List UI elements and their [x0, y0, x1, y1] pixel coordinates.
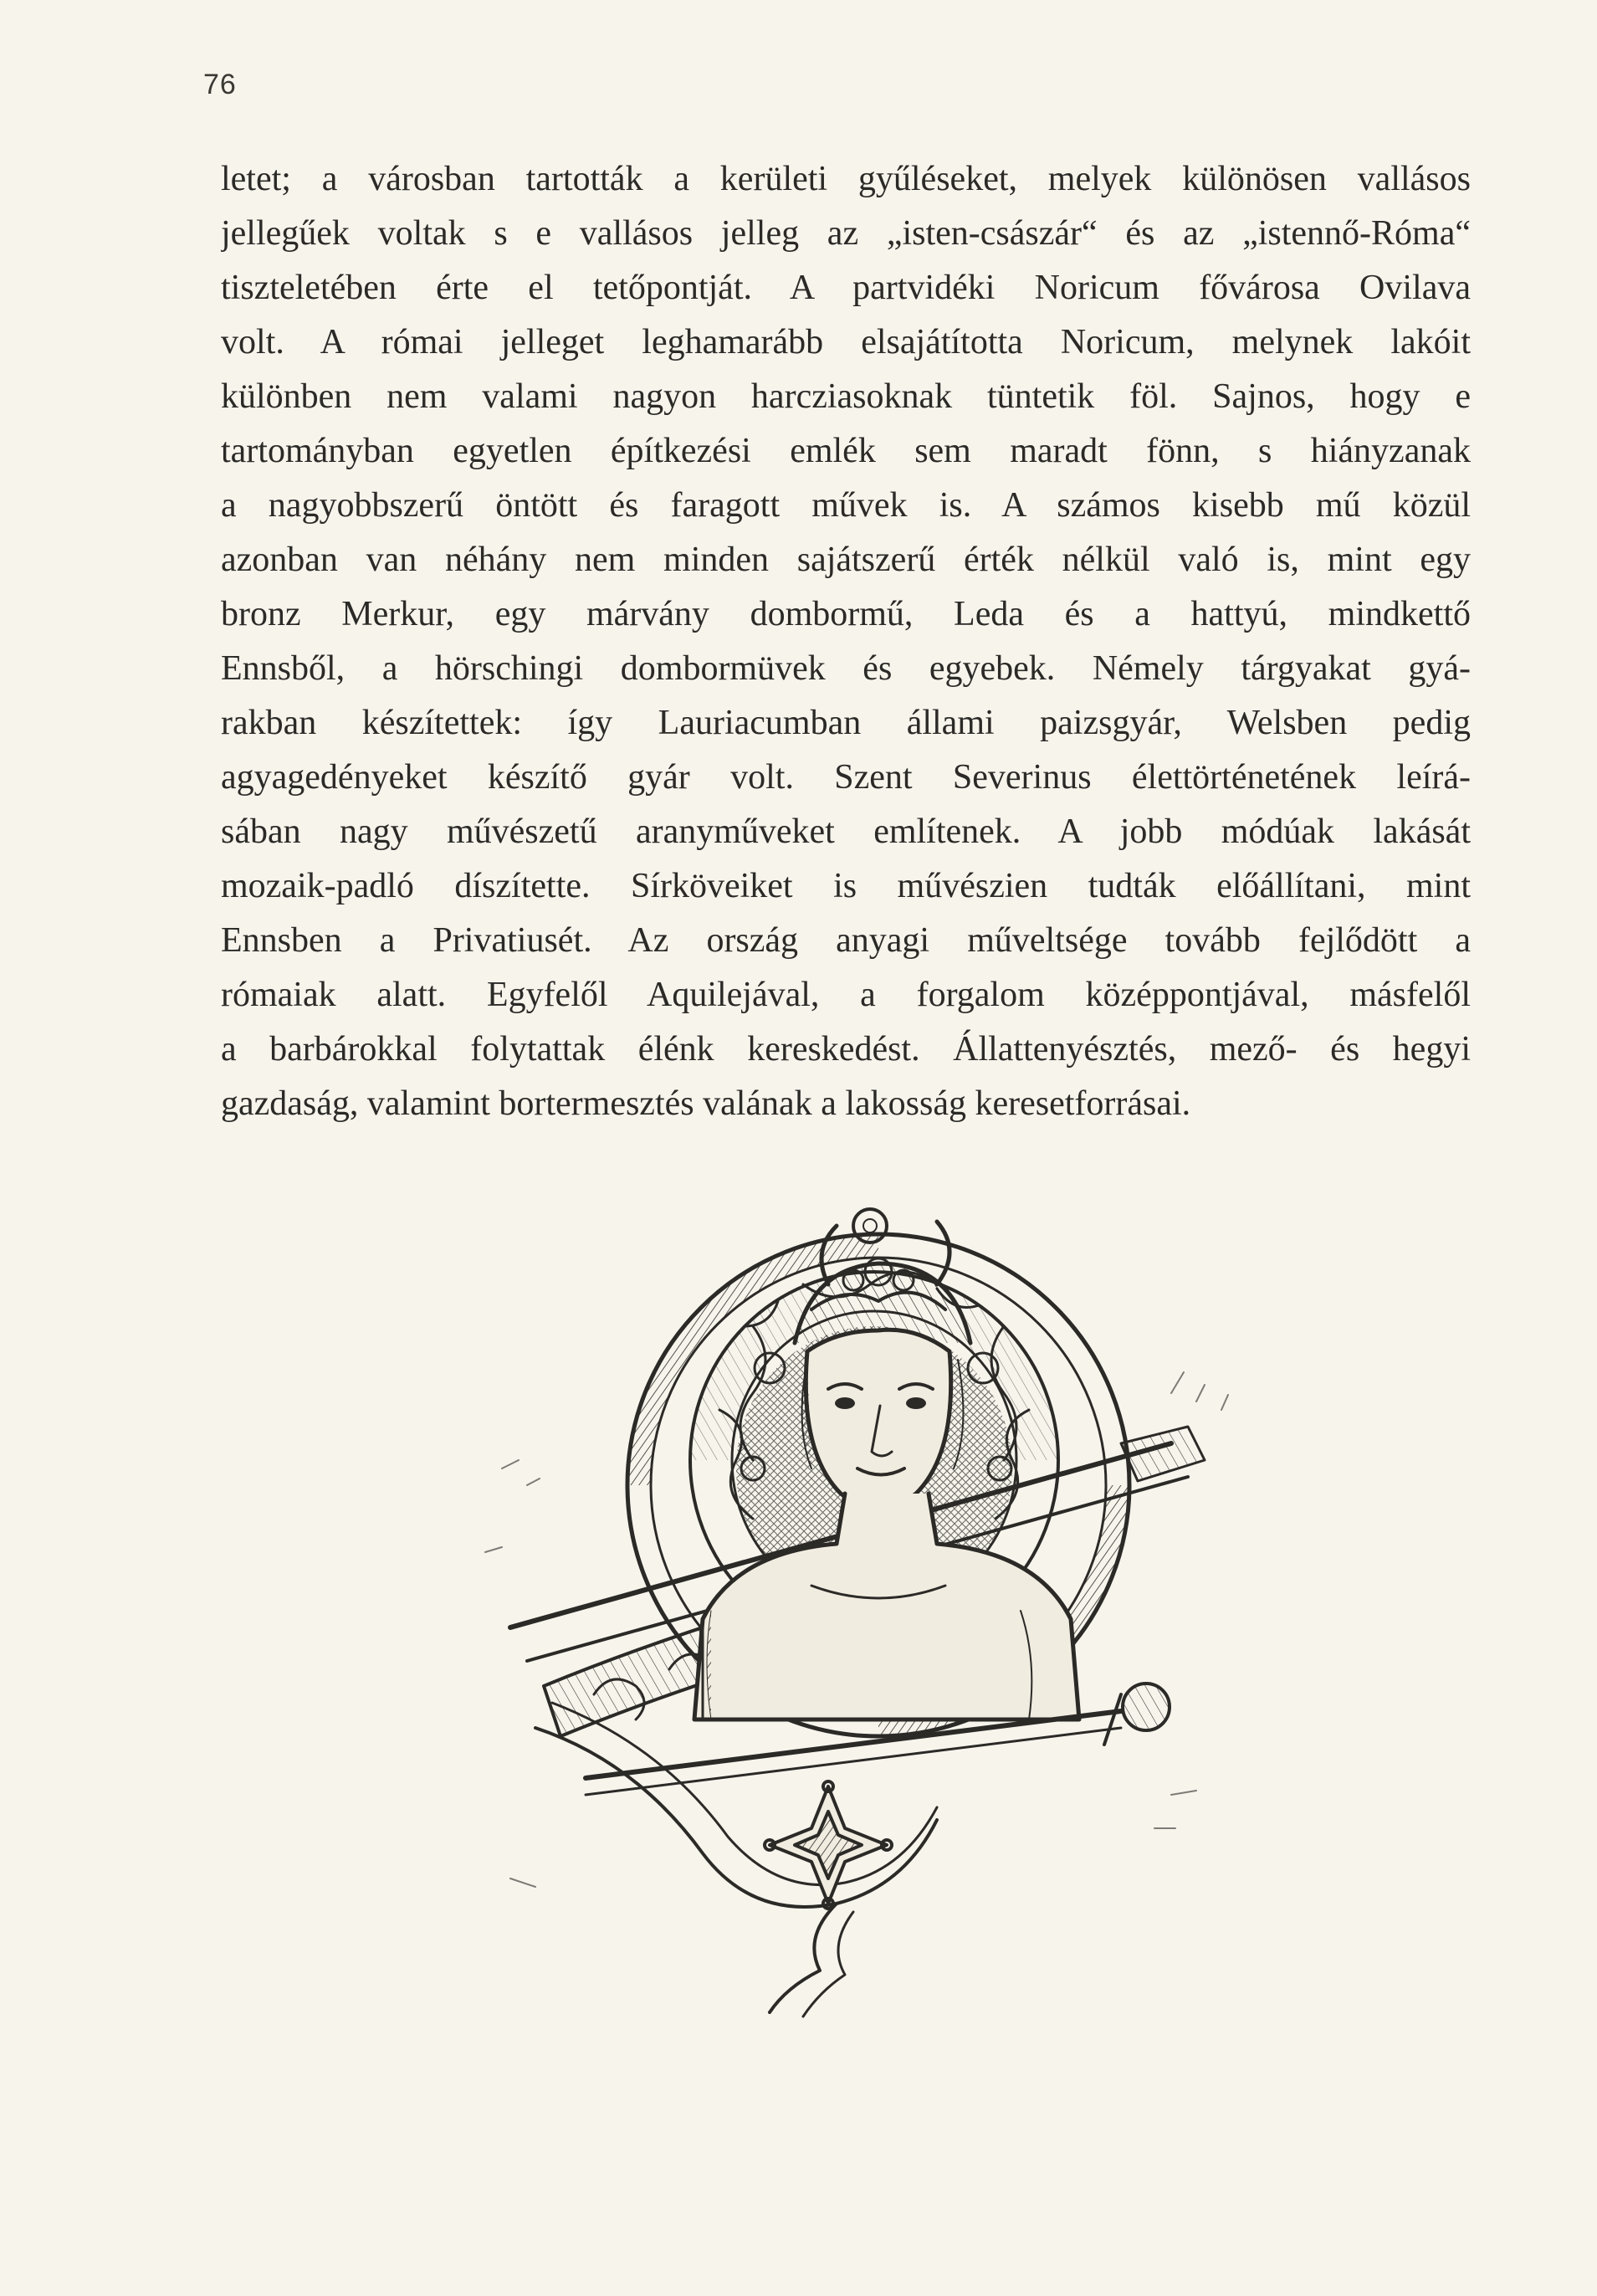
body-text	[221, 152, 1471, 1131]
text-line: bronz Merkur, egy márvány dombormű, Leda és a hattyú, mindkettő	[221, 595, 1471, 633]
text-line: rómaiak alatt. Egyfelől Aquilejával, a forgalom középpontjával, másfelől	[221, 976, 1471, 1014]
engraving-bust-with-shield-icon	[435, 1192, 1272, 2037]
text-line: a nagyobbszerű öntött és faragott művek is. A számos kisebb mű közül	[221, 486, 1471, 525]
text-line: azonban van néhány nem minden sajátszerű érték nélkül való is, mint egy	[221, 541, 1471, 579]
text-line: mozaik-padló díszítette. Sírköveiket is művészien tudták előállítani, mint	[221, 867, 1471, 905]
text-line: agyagedényeket készítő gyár volt. Szent Severinus élettörténetének leírá-	[221, 758, 1471, 797]
text-line: sában nagy művészetű aranyműveket említenek. A jobb módúak lakását	[221, 812, 1471, 851]
text-line: volt. A római jelleget leghamarább elsajátította Noricum, melynek lakóit	[221, 323, 1471, 361]
text-line: gazdaság, valamint bortermesztés valának a lakosság keresetforrásai.	[221, 1084, 1191, 1123]
text-line: rakban készítettek: így Lauriacumban állami paizsgyár, Welsben pedig	[221, 704, 1471, 742]
text-line: jellegűek voltak s e vallásos jelleg az „isten-császár“ és az „istennő-Róma“	[221, 214, 1471, 253]
text-line: különben nem valami nagyon harcziasoknak tüntetik föl. Sajnos, hogy e	[221, 377, 1471, 416]
text-line: Ennsből, a hörschingi dombormüvek és egyebek. Némely tárgyakat gyá-	[221, 649, 1471, 688]
text-line: a barbárokkal folytattak élénk kereskedést. Állattenyésztés, mező- és hegyi	[221, 1030, 1471, 1069]
text-line: Ennsben a Privatiusét. Az ország anyagi műveltsége tovább fejlődött a	[221, 921, 1471, 960]
text-line: letet; a városban tartották a kerületi gyűléseket, melyek különösen vallásos	[221, 160, 1471, 198]
text-line: tartományban egyetlen építkezési emlék sem maradt fönn, s hiányzanak	[221, 432, 1471, 470]
text-line: tiszteletében érte el tetőpontját. A partvidéki Noricum fővárosa Ovilava	[221, 269, 1471, 307]
page-number: 76	[203, 69, 237, 100]
